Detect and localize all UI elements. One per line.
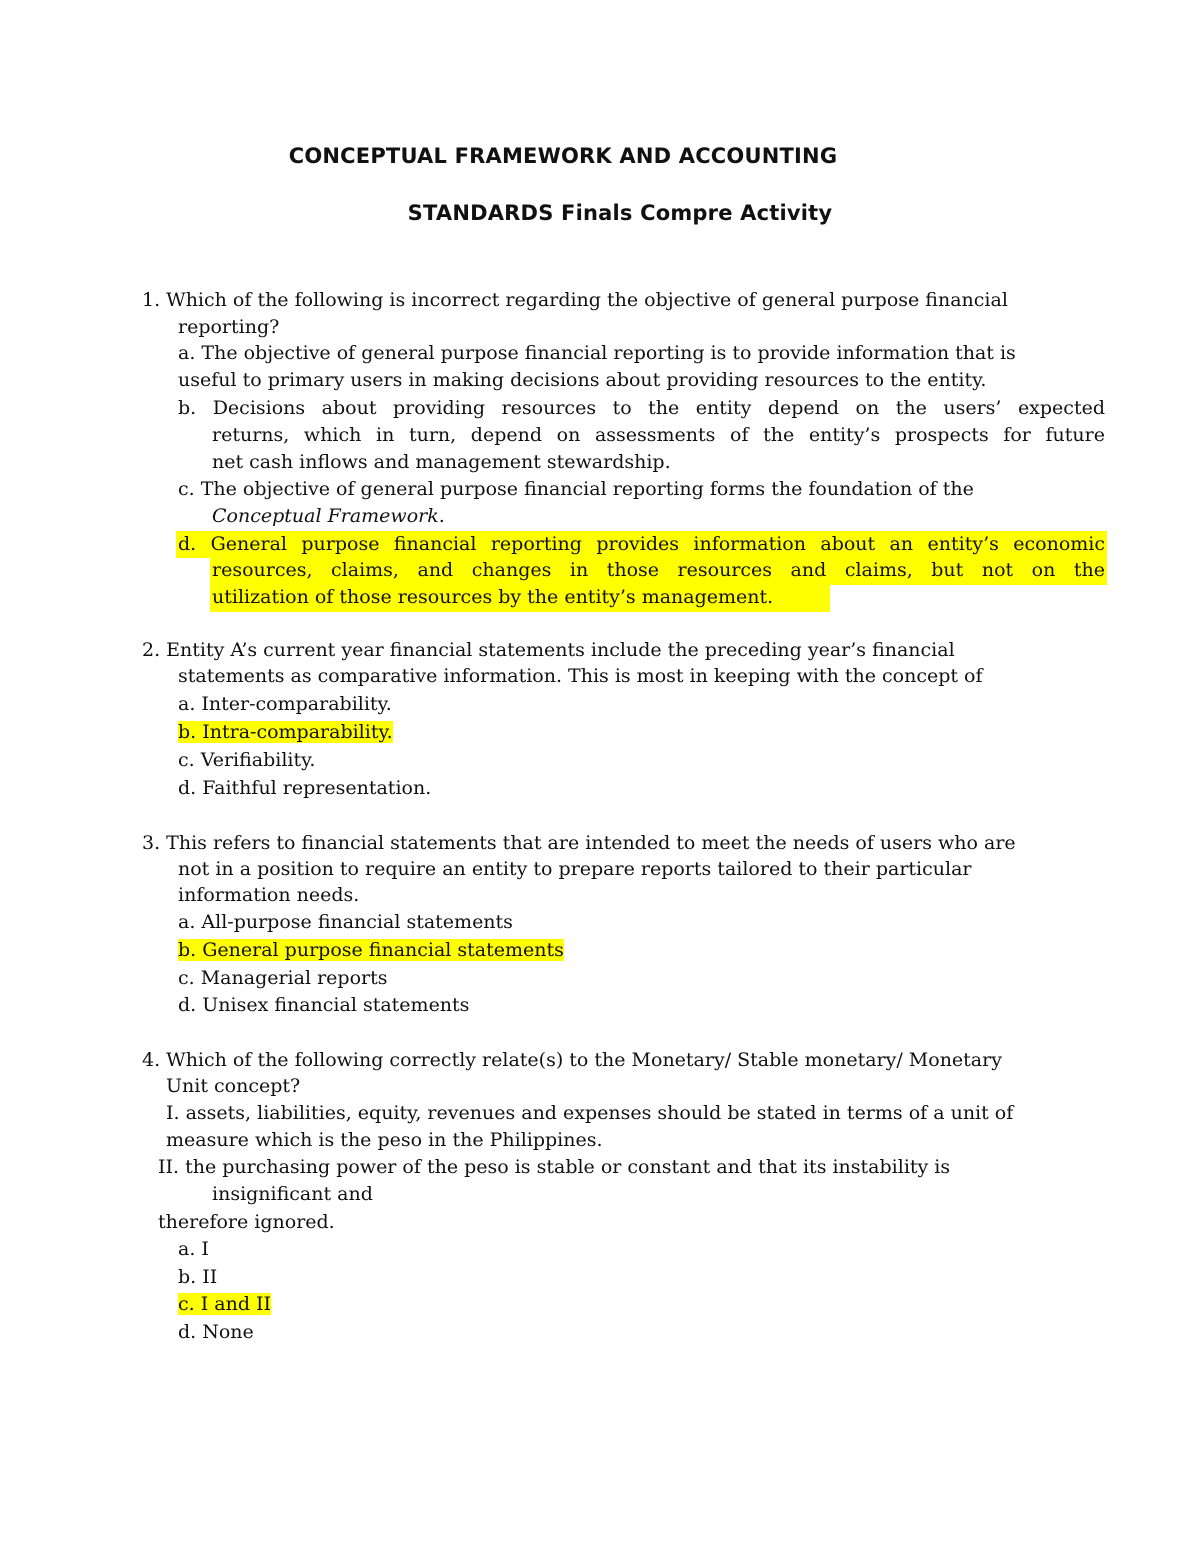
question-1-option-c-line-1: c. The objective of general purpose financial reporting forms the foundation of the (178, 478, 974, 500)
question-3-stem-line-2: not in a position to require an entity to prepare reports tailored to their particular (178, 858, 972, 880)
question-4-option-d: d. None (178, 1321, 254, 1343)
option-c-period: . (438, 505, 445, 527)
question-1-option-d-line-2: resources, claims, and changes in those resources and claims, but not on the (212, 559, 1105, 581)
question-4-option-a: a. I (178, 1238, 209, 1260)
question-4-statement-1-line-2: measure which is the peso in the Philippines. (166, 1129, 603, 1151)
question-4-statement-2-line-1: II. the purchasing power of the peso is stable or constant and that its instability is (158, 1156, 951, 1178)
answer-highlight-3: b. General purpose financial statements (178, 939, 564, 961)
answer-highlight-2: b. Intra-comparability. (178, 721, 393, 743)
question-2-option-c: c. Verifiability. (178, 749, 316, 771)
document-title-line-1: CONCEPTUAL FRAMEWORK AND ACCOUNTING (288, 144, 838, 168)
question-4-statement-1-line-1: I. assets, liabilities, equity, revenues and expenses should be stated in terms of a unit of (166, 1102, 1014, 1124)
question-1-option-d-line-3: utilization of those resources by the entity’s management. (212, 586, 774, 608)
question-1-option-b-line-1: b. Decisions about providing resources to the entity depend on the users’ expected (178, 397, 1105, 419)
question-3-option-b (178, 937, 564, 964)
question-3-stem-line-1: 3. This refers to financial statements that are intended to meet the needs of users who are (142, 832, 1016, 854)
question-3-stem-line-3: information needs. (178, 884, 360, 906)
question-2-stem-line-1: 2. Entity A’s current year financial statements include the preceding year’s financial (142, 639, 955, 661)
question-1-stem-line-1: 1. Which of the following is incorrect regarding the objective of general purpose financial (142, 289, 1008, 311)
question-3-option-c: c. Managerial reports (178, 967, 388, 989)
question-1-stem-line-2: reporting? (178, 316, 280, 338)
question-2-stem-line-2: statements as comparative information. This is most in keeping with the concept of (178, 665, 983, 687)
question-4-stem-line-1: 4. Which of the following correctly relate(s) to the Monetary/ Stable monetary/ Monetary (142, 1049, 1002, 1071)
question-1-option-b-line-3: net cash inflows and management stewardship. (212, 451, 671, 473)
question-3-option-d: d. Unisex financial statements (178, 994, 470, 1016)
question-1-option-b-line-2: returns, which in turn, depend on assessments of the entity’s prospects for future (212, 424, 1105, 446)
question-4-stem-line-2: Unit concept? (166, 1075, 301, 1097)
question-1-option-a-line-2: useful to primary users in making decisions about providing resources to the entity. (178, 369, 987, 391)
document-title-line-2: STANDARDS Finals Compre Activity (407, 201, 833, 225)
question-1-option-a-line-1: a. The objective of general purpose financial reporting is to provide information that is (178, 342, 1016, 364)
question-1-option-d-line-1: d. General purpose financial reporting provides information about an entity’s economic (178, 533, 1105, 555)
question-2-option-a: a. Inter-comparability. (178, 693, 392, 715)
question-4-statement-2-line-3: therefore ignored. (158, 1211, 335, 1233)
question-4-option-b: b. II (178, 1266, 218, 1288)
question-3-option-a: a. All-purpose financial statements (178, 911, 513, 933)
question-4-option-c (178, 1291, 271, 1318)
answer-highlight-4: c. I and II (178, 1293, 272, 1315)
question-2-option-b (178, 719, 393, 746)
question-2-option-d: d. Faithful representation. (178, 777, 432, 799)
conceptual-framework-italic-text: Conceptual Framework (212, 505, 439, 527)
question-4-statement-2-line-2: insignificant and (212, 1183, 373, 1205)
question-1-option-c-line-2 (212, 503, 445, 530)
